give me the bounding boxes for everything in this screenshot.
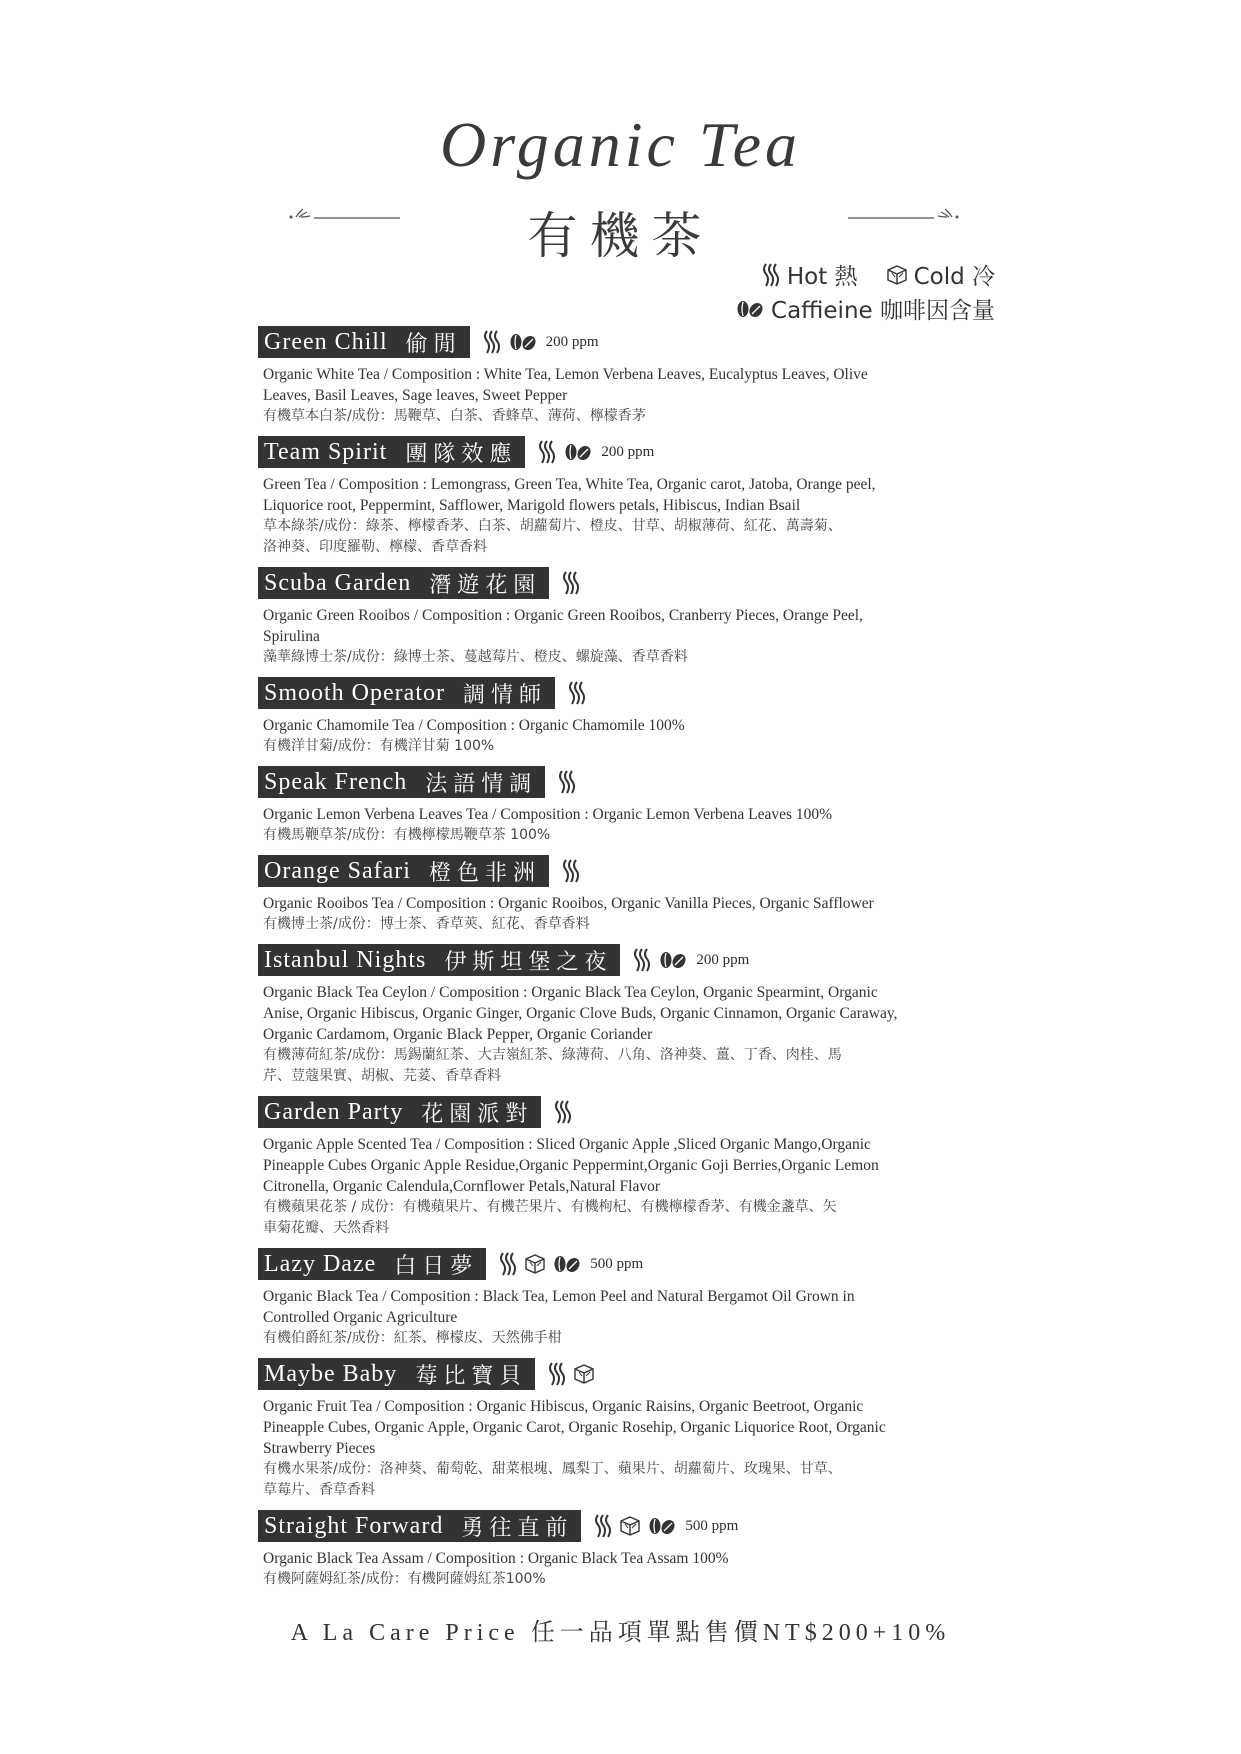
coffee-bean-icon: [658, 950, 688, 970]
caffeine-amount: 200 ppm: [696, 951, 750, 968]
ice-cube-icon: [573, 1363, 595, 1385]
menu-item-name-box: [258, 326, 470, 358]
menu-item-icons: [561, 570, 581, 596]
menu-item-description: Green Tea / Composition : Lemongrass, Green Tea, White Tea, Organic carot, Jatoba, Orange peel,: [263, 476, 876, 493]
menu-item-description: Organic Green Rooibos / Composition : Organic Green Rooibos, Cranberry Pieces, Orange Peel,: [263, 607, 863, 624]
steam-icon: [593, 1513, 613, 1539]
legend-caffeine-label: Caffieine 咖啡因含量: [771, 298, 995, 324]
title-chinese: 有機茶: [527, 207, 714, 265]
menu-item: [258, 1358, 988, 1501]
menu-item: [258, 944, 988, 1087]
menu-item-description: Organic Lemon Verbena Leaves Tea / Composition : Organic Lemon Verbena Leaves 100%: [263, 806, 833, 823]
menu-item-description-zh: 芹、荳蔻果實、胡椒、芫荽、香草香料: [263, 1068, 501, 1084]
coffee-bean-icon: [563, 442, 593, 462]
menu-item-header: [258, 1510, 988, 1542]
menu-item-icons: [553, 1099, 573, 1125]
menu-item-icons: [567, 680, 587, 706]
menu-item-header: [258, 855, 988, 887]
menu-item-name-en: Straight Forward: [264, 1512, 444, 1539]
steam-icon: [547, 1361, 567, 1387]
menu-item-name-en: Lazy Daze: [264, 1250, 377, 1277]
coffee-bean-icon: [552, 1254, 582, 1274]
menu-item: [258, 326, 988, 427]
menu-item-description-zh: 藻華綠博士茶/成份：綠博士茶、蔓越莓片、橙皮、螺旋藻、香草香料: [263, 649, 688, 665]
menu-item-icons: [593, 1513, 738, 1539]
menu-item-header: [258, 944, 988, 976]
menu-item-header: [258, 567, 988, 599]
ice-cube-icon: [886, 264, 908, 286]
menu-item-icons: [482, 329, 599, 355]
coffee-bean-icon: [735, 299, 765, 319]
menu-item-description: Anise, Organic Hibiscus, Organic Ginger, Organic Clove Buds, Organic Cinnamon, Organic Caraway,: [263, 1005, 898, 1022]
menu-item-description: Organic Apple Scented Tea / Composition : Sliced Organic Apple ,Sliced Organic Mango,Organic: [263, 1136, 871, 1153]
steam-icon: [498, 1251, 518, 1277]
menu-item-description: Organic Cardamom, Organic Black Pepper, Organic Coriander: [263, 1026, 653, 1043]
menu-item-description: Pineapple Cubes Organic Apple Residue,Organic Peppermint,Organic Goji Berries,Organic Lemon: [263, 1157, 879, 1174]
menu-item-name-box: [258, 766, 545, 798]
menu-item-name-en: Scuba Garden: [264, 569, 412, 596]
menu-item-name-en: Green Chill: [264, 328, 388, 355]
menu-item-description: Controlled Organic Agriculture: [263, 1309, 458, 1326]
menu-item-description: Liquorice root, Peppermint, Safflower, Marigold flowers petals, Hibiscus, Indian Bsail: [263, 497, 801, 514]
menu-item-description-zh: 草莓片、香草香料: [263, 1482, 375, 1498]
menu-item-name-box: [258, 1358, 535, 1390]
menu-item-name-en: Garden Party: [264, 1098, 404, 1125]
steam-icon: [761, 262, 781, 288]
menu-item-name-box: [258, 1096, 541, 1128]
menu-item-description: Organic Black Tea Assam / Composition : Organic Black Tea Assam 100%: [263, 1550, 729, 1567]
steam-icon: [632, 947, 652, 973]
menu-item-description-zh: 有機洋甘菊/成份：有機洋甘菊 100%: [263, 738, 495, 754]
menu-item-description-zh: 有機阿薩姆紅茶/成份：有機阿薩姆紅茶100%: [263, 1571, 546, 1587]
menu-item-name-zh: 花園派對: [421, 1101, 534, 1127]
ice-cube-icon: [619, 1515, 641, 1537]
caffeine-amount: 500 ppm: [685, 1517, 739, 1534]
price-footer: A La Care Price 任一品項單點售價NT$200+10%: [290, 1620, 951, 1646]
menu-item-name-zh: 莓比寶貝: [415, 1363, 528, 1389]
menu-item-description-zh: 有機薄荷紅茶/成份：馬錫蘭紅茶、大吉嶺紅茶、綠薄荷、八角、洛神葵、薑、丁香、肉桂、馬: [263, 1047, 842, 1063]
menu-item-name-zh: 調情師: [462, 682, 547, 708]
menu-item: [258, 855, 988, 935]
menu-item-name-en: Team Spirit: [264, 438, 388, 465]
steam-icon: [561, 570, 581, 596]
menu-item-icons: [537, 439, 654, 465]
tea-menu-list: [258, 326, 988, 1599]
menu-item-name-en: Smooth Operator: [264, 679, 445, 706]
menu-item-header: [258, 436, 988, 468]
menu-item-description: Leaves, Basil Leaves, Sage leaves, Sweet Pepper: [263, 387, 568, 404]
legend-temperature: [761, 258, 995, 291]
menu-item-description-zh: 車菊花瓣、天然香料: [263, 1220, 389, 1236]
menu-item-description: Strawberry Pieces: [263, 1440, 376, 1457]
menu-item-description-zh: 草本綠茶/成份：綠茶、檸檬香茅、白茶、胡蘿蔔片、橙皮、甘草、胡椒薄荷、紅花、萬壽菊、: [263, 518, 842, 534]
menu-item-name-zh: 橙色非洲: [428, 860, 541, 886]
menu-item-description-zh: 有機蘋果花茶 / 成份：有機蘋果片、有機芒果片、有機枸杞、有機檸檬香茅、有機金盞草、矢: [263, 1199, 837, 1215]
legend-caffeine: [735, 292, 995, 325]
menu-item-icons: [557, 769, 577, 795]
menu-item-name-zh: 潛遊花園: [429, 572, 542, 598]
menu-item-description-zh: 有機草本白茶/成份：馬鞭草、白茶、香蜂草、薄荷、檸檬香茅: [263, 408, 646, 424]
menu-item-name-zh: 偷閒: [405, 331, 462, 357]
menu-item-header: [258, 1248, 988, 1280]
menu-item-description: Pineapple Cubes, Organic Apple, Organic Carot, Organic Rosehip, Organic Liquorice Root, Organic: [263, 1419, 886, 1436]
menu-item-icons: [632, 947, 749, 973]
menu-item-name-box: [258, 436, 525, 468]
menu-item: [258, 567, 988, 668]
steam-icon: [553, 1099, 573, 1125]
menu-item-icons: [547, 1361, 595, 1387]
menu-item-header: [258, 1358, 988, 1390]
legend-cold-label: Cold 冷: [913, 264, 995, 290]
menu-item: [258, 677, 988, 757]
caffeine-amount: 200 ppm: [601, 443, 655, 460]
menu-item-name-box: [258, 567, 549, 599]
menu-item-description-zh: 有機水果茶/成份：洛神葵、葡萄乾、甜菜根塊、鳳梨丁、蘋果片、胡蘿蔔片、玫瑰果、甘草、: [263, 1461, 842, 1477]
menu-item-name-box: [258, 1248, 486, 1280]
menu-item-description-zh: 有機馬鞭草茶/成份：有機檸檬馬鞭草茶 100%: [263, 827, 551, 843]
menu-item-description: Organic Rooibos Tea / Composition : Organic Rooibos, Organic Vanilla Pieces, Organic Safflower: [263, 895, 874, 912]
menu-item-description: Organic White Tea / Composition : White Tea, Lemon Verbena Leaves, Eucalyptus Leaves, Olive: [263, 366, 868, 383]
steam-icon: [567, 680, 587, 706]
menu-item-name-en: Orange Safari: [264, 857, 411, 884]
menu-item-header: [258, 677, 988, 709]
menu-item-name-zh: 伊斯坦堡之夜: [444, 949, 613, 975]
menu-item-name-zh: 法語情調: [425, 771, 538, 797]
menu-item-header: [258, 326, 988, 358]
steam-icon: [561, 858, 581, 884]
menu-item-icons: [561, 858, 581, 884]
ice-cube-icon: [524, 1253, 546, 1275]
menu-item-name-box: [258, 1510, 581, 1542]
menu-item-description: Organic Black Tea / Composition : Black Tea, Lemon Peel and Natural Bergamot Oil Grown in: [263, 1288, 855, 1305]
steam-icon: [557, 769, 577, 795]
menu-item-name-box: [258, 855, 549, 887]
menu-item-header: [258, 1096, 988, 1128]
menu-item-description: Organic Chamomile Tea / Composition : Organic Chamomile 100%: [263, 717, 685, 734]
menu-item-description-zh: 有機伯爵紅茶/成份：紅茶、檸檬皮、天然佛手柑: [263, 1330, 562, 1346]
menu-item-name-box: [258, 677, 555, 709]
menu-item-description: Organic Fruit Tea / Composition : Organic Hibiscus, Organic Raisins, Organic Beetroot, Organic: [263, 1398, 864, 1415]
menu-item-name-zh: 白日夢: [394, 1253, 479, 1279]
coffee-bean-icon: [647, 1516, 677, 1536]
menu-item: [258, 436, 988, 558]
menu-item: [258, 1096, 988, 1239]
steam-icon: [482, 329, 502, 355]
coffee-bean-icon: [508, 332, 538, 352]
menu-item-name-en: Speak French: [264, 768, 408, 795]
menu-item: [258, 766, 988, 846]
menu-item-description: Citronella, Organic Calendula,Cornflower Petals,Natural Flavor: [263, 1178, 661, 1195]
menu-item: [258, 1510, 988, 1590]
menu-item-icons: [498, 1251, 643, 1277]
menu-item-header: [258, 766, 988, 798]
menu-item-description: Organic Black Tea Ceylon / Composition : Organic Black Tea Ceylon, Organic Spearmint, Organic: [263, 984, 878, 1001]
title-english: Organic Tea: [439, 109, 802, 180]
legend-hot-label: Hot 熱: [786, 264, 858, 290]
menu-item: [258, 1248, 988, 1349]
menu-item-name-zh: 勇往直前: [461, 1515, 574, 1541]
caffeine-amount: 200 ppm: [545, 333, 599, 350]
menu-item-name-en: Istanbul Nights: [264, 946, 427, 973]
menu-item-name-zh: 團隊效應: [405, 441, 518, 467]
menu-item-description-zh: 洛神葵、印度羅勒、檸檬、香草香料: [263, 539, 487, 555]
caffeine-amount: 500 ppm: [590, 1255, 644, 1272]
menu-item-name-en: Maybe Baby: [264, 1360, 398, 1387]
menu-item-description-zh: 有機博士茶/成份：博士茶、香草莢、紅花、香草香料: [263, 916, 590, 932]
menu-item-name-box: [258, 944, 620, 976]
steam-icon: [537, 439, 557, 465]
menu-item-description: Spirulina: [263, 628, 320, 645]
